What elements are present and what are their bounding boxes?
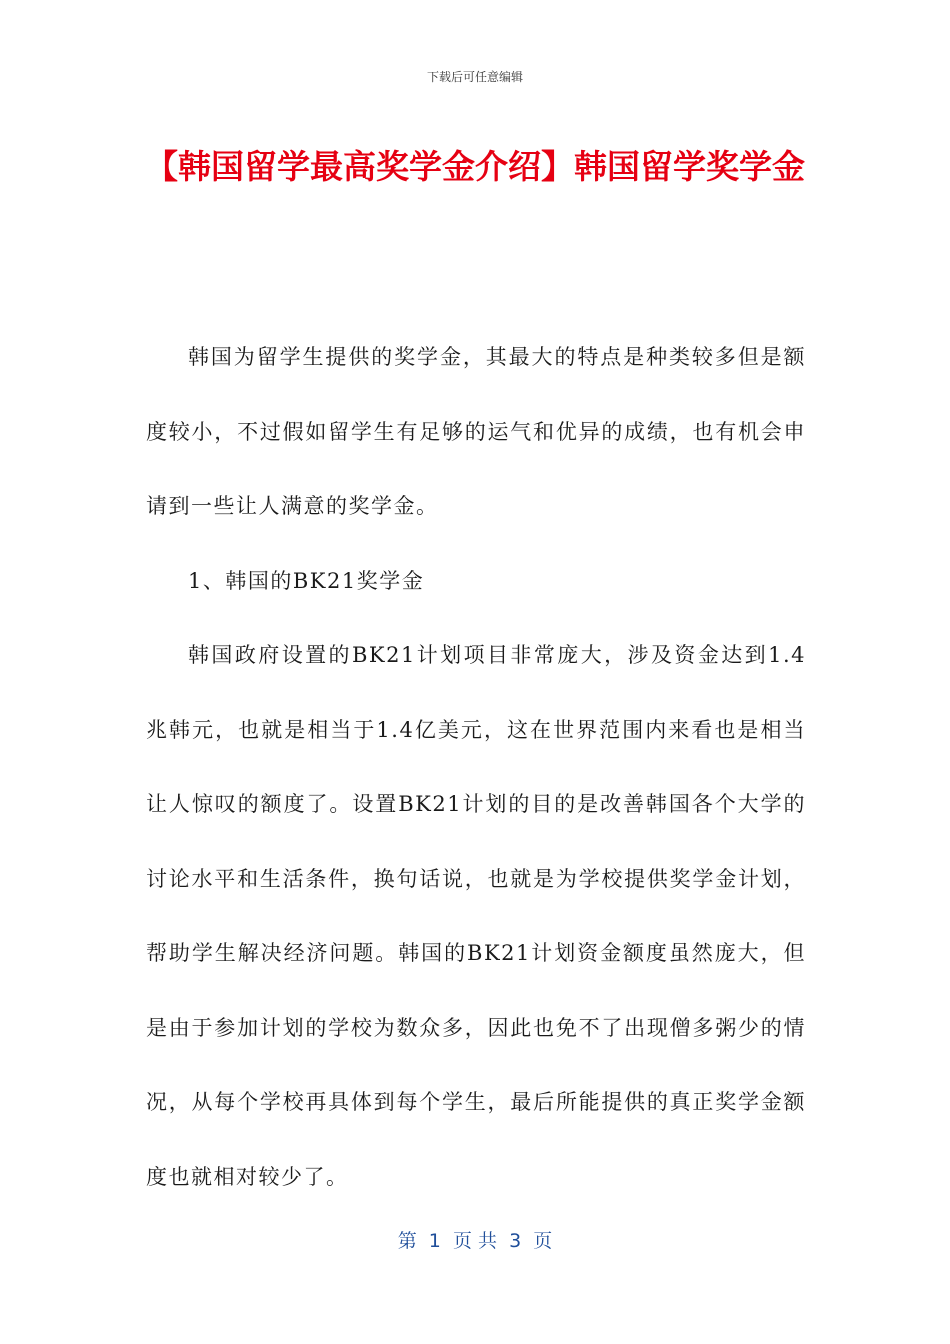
document-title: 【韩国留学最高奖学金介绍】韩国留学奖学金	[145, 147, 805, 186]
paragraph-intro: 韩国为留学生提供的奖学金，其最大的特点是种类较多但是额度较小，不过假如留学生有足够的运气和优异的成绩，也有机会申请到一些让人满意的奖学金。	[146, 345, 806, 518]
document-body	[146, 320, 806, 1214]
page-number: 第 1 页 共 3 页	[397, 1230, 553, 1252]
section-heading-bk21: 1、韩国的BK21奖学金	[188, 568, 425, 593]
header-note: 下载后可任意编辑	[426, 70, 523, 84]
paragraph-bk21: 韩国政府设置的BK21计划项目非常庞大，涉及资金达到1.4兆韩元，也就是相当于1.4亿美元，这在世界范围内来看也是相当让人惊叹的额度了。设置BK21计划的目的是改善韩国各个大学的讨论水平和生活条件，换句话说，也就是为学校提供奖学金计划，帮助学生解决经济问题。韩国的BK21计划资金额度虽然庞大，但是由于参加计划的学校为数众多，因此也免不了出现僧多粥少的情况，从每个学校再具体到每个学生，最后所能提供的真正奖学金额度也就相对较少了。	[146, 643, 806, 1189]
